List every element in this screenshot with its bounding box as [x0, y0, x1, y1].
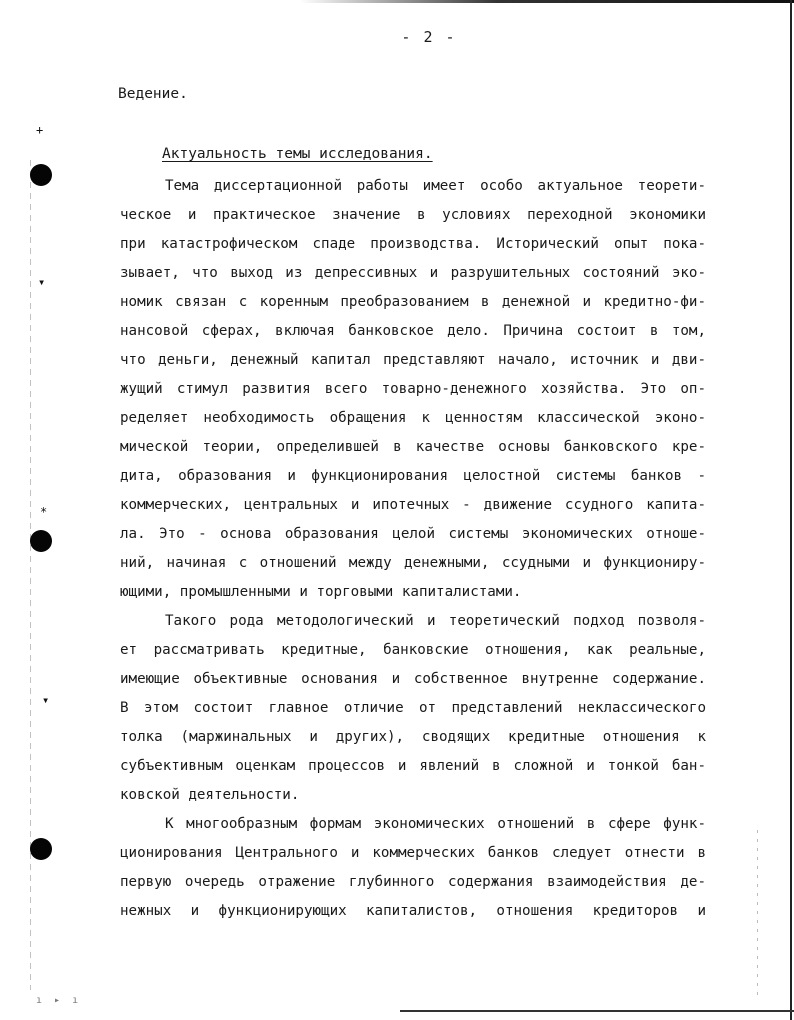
margin-tick-icon: *: [40, 505, 48, 519]
page-number: - 2 -: [401, 28, 457, 46]
body-line: зывает, что выход из депрессивных и разрушительных состояний эко-: [120, 265, 706, 281]
body-line: имеющие объективные основания и собственное внутренне содержание.: [120, 671, 706, 687]
scan-artifact: ı ▸ ı: [36, 995, 82, 1006]
binder-hole-icon: [30, 838, 52, 860]
body-line: субъективным оценкам процессов и явлений в сложной и тонкой бан-: [120, 758, 706, 774]
body-line: ет рассматривать кредитные, банковские отношения, как реальные,: [120, 642, 706, 658]
binder-hole-icon: [30, 164, 52, 186]
body-line: ционирования Центрального и коммерческих банков следует отнести в: [120, 845, 706, 861]
scan-edge-top: [300, 0, 794, 3]
margin-tick-icon: +: [36, 123, 44, 137]
body-line: номик связан с коренным преобразованием в денежной и кредитно-фи-: [120, 294, 706, 310]
body-line: Тема диссертационной работы имеет особо актуальное теорети-: [165, 178, 706, 194]
scan-edge-bottom: [400, 1010, 794, 1012]
body-line: жущий стимул развития всего товарно-денежного хозяйства. Это оп-: [120, 381, 706, 397]
body-line: дита, образования и функционирования целостной системы банков -: [120, 468, 706, 484]
body-line: нансовой сферах, включая банковское дело. Причина состоит в том,: [120, 323, 706, 339]
body-line: ющими, промышленными и торговыми капиталистами.: [120, 584, 522, 600]
body-line: В этом состоит главное отличие от представлений неклассического: [120, 700, 706, 716]
margin-tick-icon: ▾: [42, 693, 50, 707]
body-line: при катастрофическом спаде производства. Исторический опыт пока-: [120, 236, 706, 252]
body-line: ла. Это - основа образования целой системы экономических отноше-: [120, 526, 706, 542]
body-line: Такого рода методологический и теоретический подход позволя-: [165, 613, 706, 629]
intro-heading: Ведение.: [118, 86, 188, 102]
body-line: мической теории, определившей в качестве основы банковского кре-: [120, 439, 706, 455]
scan-edge-left: [30, 160, 31, 990]
body-line: К многообразным формам экономических отношений в сфере функ-: [165, 816, 706, 832]
scan-scratch-right: [757, 830, 758, 1000]
scan-edge-right: [790, 0, 792, 1020]
body-line: ковской деятельности.: [120, 787, 300, 803]
body-line: коммерческих, центральных и ипотечных - движение ссудного капита-: [120, 497, 706, 513]
body-line: ческое и практическое значение в условиях переходной экономики: [120, 207, 706, 223]
body-line: первую очередь отражение глубинного содержания взаимодействия де-: [120, 874, 706, 890]
body-line: ний, начиная с отношений между денежными, ссудными и функциониру-: [120, 555, 706, 571]
body-line: что деньги, денежный капитал представляют начало, источник и дви-: [120, 352, 706, 368]
binder-hole-icon: [30, 530, 52, 552]
body-line: ределяет необходимость обращения к ценностям классической эконо-: [120, 410, 706, 426]
section-title: Актуальность темы исследования.: [162, 146, 433, 162]
margin-tick-icon: ▾: [38, 275, 46, 289]
body-line: толка (маржинальных и других), сводящих кредитные отношения к: [120, 729, 706, 745]
body-line: нежных и функционирующих капиталистов, отношения кредиторов и: [120, 903, 706, 919]
